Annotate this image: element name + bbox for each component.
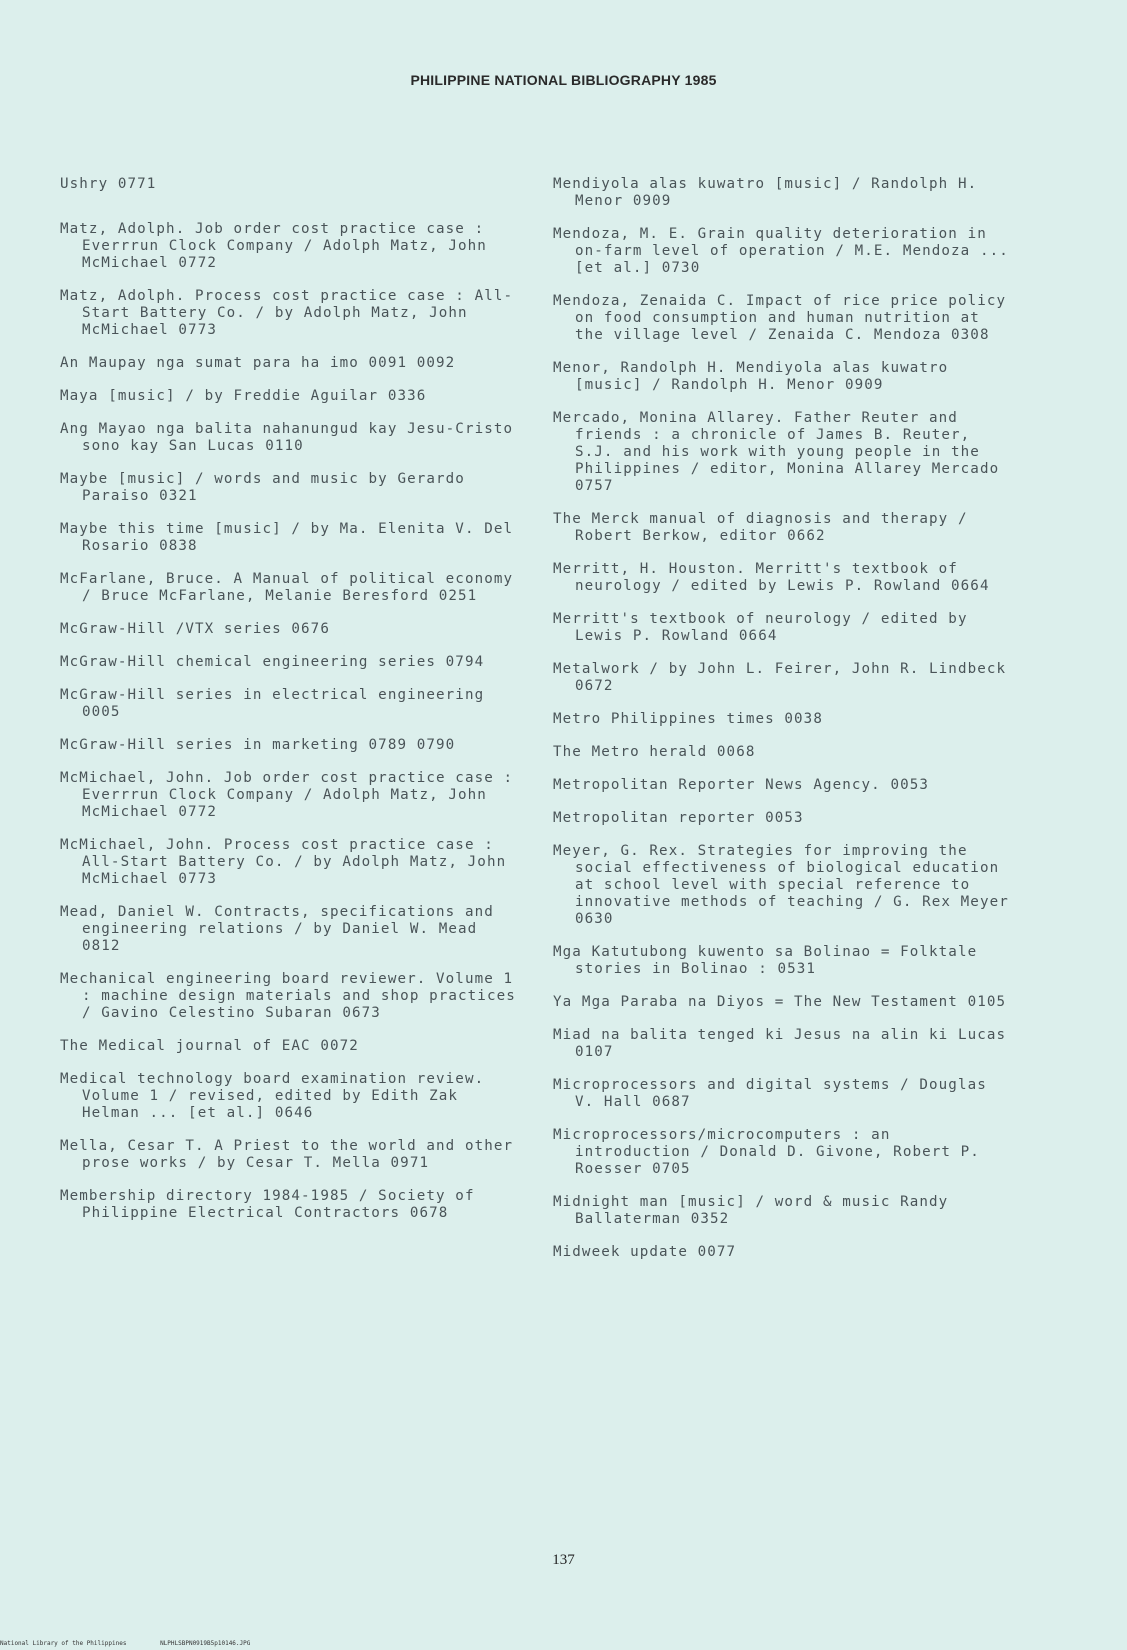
bibliography-entry: Microprocessors and digital systems / Douglas V. Hall 0687 — [553, 1077, 987, 1110]
bibliography-entry: An Maupay nga sumat para ha imo 0091 0092 — [60, 355, 456, 371]
bibliography-entry: Maya [music] / by Freddie Aguilar 0336 — [60, 388, 427, 404]
bibliography-entry: Ang Mayao nga balita nahanungud kay Jesu-Cristo sono kay San Lucas 0110 — [60, 421, 514, 454]
page-header: PHILIPPINE NATIONAL BIBLIOGRAPHY 1985 — [410, 72, 717, 88]
bibliography-entry: Medical technology board examination review. Volume 1 / revised, edited by Edith Zak Helman ... [et al.] 0646 — [60, 1071, 485, 1121]
bibliography-entry: Mead, Daniel W. Contracts, specifications and engineering relations / by Daniel W. Mead 0812 — [60, 904, 494, 954]
bibliography-entry: Mendoza, M. E. Grain quality deterioration in on-farm level of operation / M.E. Mendoza ... [et al.] 0730 — [553, 226, 1009, 276]
bibliography-entry: Mella, Cesar T. A Priest to the world and other prose works / by Cesar T. Mella 0971 — [60, 1138, 514, 1171]
bibliography-entry: McMichael, John. Process cost practice case : All-Start Battery Co. / by Adolph Matz, John McMichael 0773 — [60, 837, 507, 887]
bibliography-entry: The Metro herald 0068 — [553, 744, 756, 760]
bibliography-entry: Merritt's textbook of neurology / edited by Lewis P. Rowland 0664 — [553, 611, 968, 644]
bibliography-entry: Ya Mga Paraba na Diyos = The New Testament 0105 — [553, 994, 1007, 1010]
bibliography-entry: Ushry 0771 — [60, 176, 157, 192]
bibliography-entry: McMichael, John. Job order cost practice case : Everrrun Clock Company / Adolph Matz, John McMichael 0772 — [60, 770, 514, 820]
bibliography-entry: Midweek update 0077 — [553, 1244, 737, 1260]
bibliography-entry: Mga Katutubong kuwento sa Bolinao = Folktale stories in Bolinao : 0531 — [553, 944, 978, 977]
bibliography-entry: Mechanical engineering board reviewer. Volume 1 : machine design materials and shop practices / Gavino Celestino Subaran 0673 — [60, 971, 516, 1021]
bibliography-entry: Metropolitan Reporter News Agency. 0053 — [553, 777, 930, 793]
bibliography-entry: McGraw-Hill series in electrical engineering 0005 — [60, 687, 485, 720]
bibliography-entry: McFarlane, Bruce. A Manual of political economy / Bruce McFarlane, Melanie Beresford 0251 — [60, 571, 514, 604]
bibliography-entry: Metro Philippines times 0038 — [553, 711, 823, 727]
bibliography-entry: McGraw-Hill chemical engineering series 0794 — [60, 654, 485, 670]
bibliography-entry: Maybe this time [music] / by Ma. Elenita V. Del Rosario 0838 — [60, 521, 514, 554]
left-column — [60, 176, 520, 1238]
bibliography-entry: Mercado, Monina Allarey. Father Reuter and friends : a chronicle of James B. Reuter, S.J. and his work with young people in the Philippines / editor, Monina Allarey Mercado 0757 — [553, 410, 1000, 494]
bibliography-entry: McGraw-Hill series in marketing 0789 0790 — [60, 737, 456, 753]
page-number: 137 — [552, 1552, 575, 1568]
bibliography-entry: Matz, Adolph. Process cost practice case : All-Start Battery Co. / by Adolph Matz, John McMichael 0773 — [60, 288, 514, 338]
bibliography-entry: Matz, Adolph. Job order cost practice case : Everrrun Clock Company / Adolph Matz, John McMichael 0772 — [60, 221, 487, 271]
footer-file: NLPHLSBPN0919B5p10146.JPG — [160, 1640, 251, 1647]
bibliography-entry: Metalwork / by John L. Feirer, John R. Lindbeck 0672 — [553, 661, 1007, 694]
bibliography-entry: Meyer, G. Rex. Strategies for improving the social effectiveness of biological education at school level with special reference to innovative methods of teaching / G. Rex Meyer 0630 — [553, 843, 1009, 927]
bibliography-entry: Midnight man [music] / word & music Randy Ballaterman 0352 — [553, 1194, 949, 1227]
bibliography-entry: Mendoza, Zenaida C. Impact of rice price policy on food consumption and human nutrition at the village level / Zenaida C. Mendoza 0308 — [553, 293, 1007, 343]
bibliography-entry: Menor, Randolph H. Mendiyola alas kuwatro [music] / Randolph H. Menor 0909 — [553, 360, 949, 393]
scan-footer — [0, 1640, 280, 1647]
footer-library: National Library of the Philippines — [0, 1640, 127, 1647]
bibliography-entry: Membership directory 1984-1985 / Society of Philippine Electrical Contractors 0678 — [60, 1188, 475, 1221]
bibliography-entry: Metropolitan reporter 0053 — [553, 810, 804, 826]
right-column — [553, 176, 1013, 1277]
bibliography-entry: The Medical journal of EAC 0072 — [60, 1038, 359, 1054]
bibliography-entry: Mendiyola alas kuwatro [music] / Randolph H. Menor 0909 — [553, 176, 978, 209]
bibliography-entry: McGraw-Hill /VTX series 0676 — [60, 621, 330, 637]
bibliography-entry: Maybe [music] / words and music by Gerardo Paraiso 0321 — [60, 471, 465, 504]
bibliography-entry: Miad na balita tenged ki Jesus na alin ki Lucas 0107 — [553, 1027, 1007, 1060]
bibliography-entry: Merritt, H. Houston. Merritt's textbook of neurology / edited by Lewis P. Rowland 0664 — [553, 561, 990, 594]
bibliography-entry: The Merck manual of diagnosis and therapy / Robert Berkow, editor 0662 — [553, 511, 968, 544]
bibliography-entry: Microprocessors/microcomputers : an introduction / Donald D. Givone, Robert P. Roesser 0705 — [553, 1127, 980, 1177]
